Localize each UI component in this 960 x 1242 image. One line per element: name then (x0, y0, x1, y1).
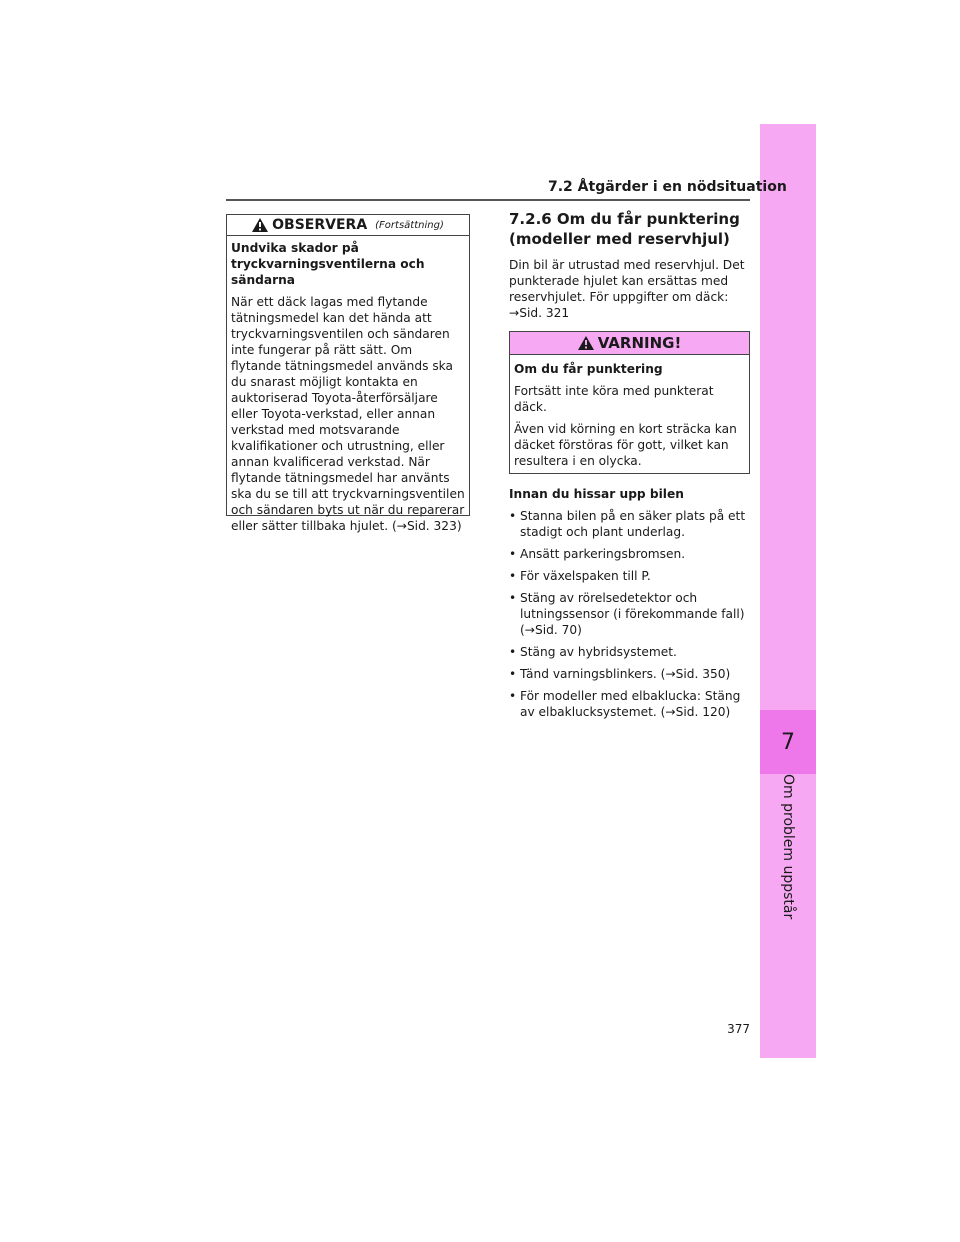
caution-body: När ett däck lagas med flytande tätningsmedel kan det hända att tryckvarningsventilen och sändaren inte fungerar på rätt sätt. Om flytande tätningsmedel används ska du snarast möjligt kontakta en auktoriserad Toyota-återförsäljare eller Toyota-verkstad, eller annan verkstad med motsvarande kvalifikationer och utrustning, eller annan kvalificerad verkstad. När flytande tätningsmedel har använts ska du se till att tryckvarningsventilen och sändaren byts ut när du reparerar eller sätter tillbaka hjulet. (→Sid. 323) (231, 295, 465, 533)
chapter-label-wrap (760, 774, 816, 920)
section-header: 7.2 Åtgärder i en nödsituation (548, 179, 787, 195)
caution-continuation: (Fortsättning) (375, 219, 444, 231)
list-item: • Stäng av rörelsedetektor och lutningssensor (i förekommande fall) (→Sid. 70) (509, 590, 750, 638)
section-intro: Din bil är utrustad med reservhjul. Det punkterade hjulet kan ersättas med reservhjulet. För uppgifter om däck: →Sid. 321 (509, 258, 745, 320)
warning-box (509, 331, 750, 474)
caution-subtitle: Undvika skador på tryckvarningsventilerna och sändarna (231, 241, 425, 287)
chapter-number: 7 (760, 710, 816, 774)
warning-triangle-icon (578, 336, 594, 350)
caution-title: OBSERVERA (272, 217, 368, 233)
list-item: • Stäng av hybridsystemet. (509, 644, 750, 660)
list-item: • För växelspaken till P. (509, 568, 750, 584)
list-item: • Ansätt parkeringsbromsen. (509, 546, 750, 562)
list-item: • För modeller med elbaklucka: Stäng av elbaklucksystemet. (→Sid. 120) (509, 688, 750, 720)
caution-header (227, 215, 469, 236)
steps-list (509, 508, 750, 720)
section-heading: 7.2.6 Om du får punktering (modeller med reservhjul) (509, 210, 740, 248)
list-item: • Tänd varningsblinkers. (→Sid. 350) (509, 666, 750, 682)
warning-header (510, 332, 749, 355)
warning-triangle-icon (252, 218, 268, 232)
caution-box (226, 214, 470, 533)
chapter-label: Om problem uppstår (780, 774, 796, 920)
page-number: 377 (727, 1022, 750, 1036)
warning-line: Även vid körning en kort sträcka kan däcket förstöras för gott, vilket kan resultera i en olycka. (514, 422, 737, 468)
warning-title: VARNING! (597, 334, 682, 352)
warning-subtitle: Om du får punktering (514, 362, 663, 376)
list-item: • Stanna bilen på en säker plats på ett stadigt och plant underlag. (509, 508, 750, 540)
header-rule (226, 199, 750, 201)
main-column (509, 209, 750, 726)
warning-line: Fortsätt inte köra med punkterat däck. (514, 384, 714, 414)
steps-heading: Innan du hissar upp bilen (509, 487, 684, 501)
